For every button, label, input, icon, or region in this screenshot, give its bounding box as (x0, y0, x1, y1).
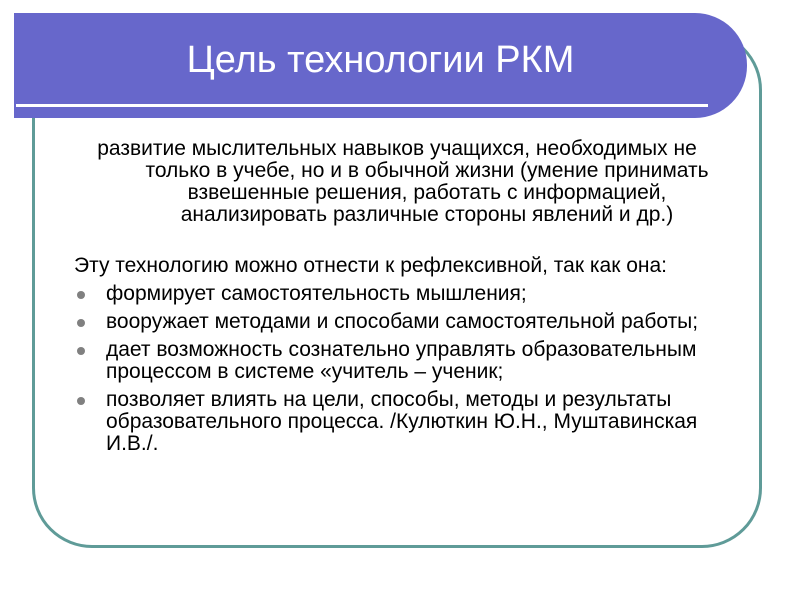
bullet-dot-icon (77, 291, 85, 299)
slide-content (74, 138, 724, 461)
bullet-item (74, 339, 724, 383)
bullet-text: формирует самостоятельность мышления; (106, 282, 527, 305)
slide-title: Цель технологии РКМ (186, 39, 575, 81)
bullet-list (74, 283, 724, 455)
goal-text: развитие мыслительных навыков учащихся, необходимых не только в учебе, но и в обычной жизни (умение принимать взвешенные решения, работать с информацией, анализировать различные стороны явлений и др.) (97, 137, 709, 226)
bullet-dot-icon (77, 397, 85, 405)
bullet-text: позволяет влиять на цели, способы, методы и результаты образовательного процесса. /Кулюткин Ю.Н., Муштавинская И.В./. (106, 388, 698, 455)
title-divider (16, 104, 708, 107)
bullet-text: дает возможность сознательно управлять образовательным процессом в системе «учитель – ученик; (106, 338, 697, 383)
bullet-item (74, 389, 724, 455)
bullet-dot-icon (77, 319, 85, 327)
intro-text: Эту технологию можно отнести к рефлексивной, так как она: (74, 254, 668, 277)
bullet-item (74, 311, 724, 333)
bullet-text: вооружает методами и способами самостоятельной работы; (106, 310, 699, 333)
bullet-dot-icon (77, 347, 85, 355)
bullet-item (74, 283, 724, 305)
